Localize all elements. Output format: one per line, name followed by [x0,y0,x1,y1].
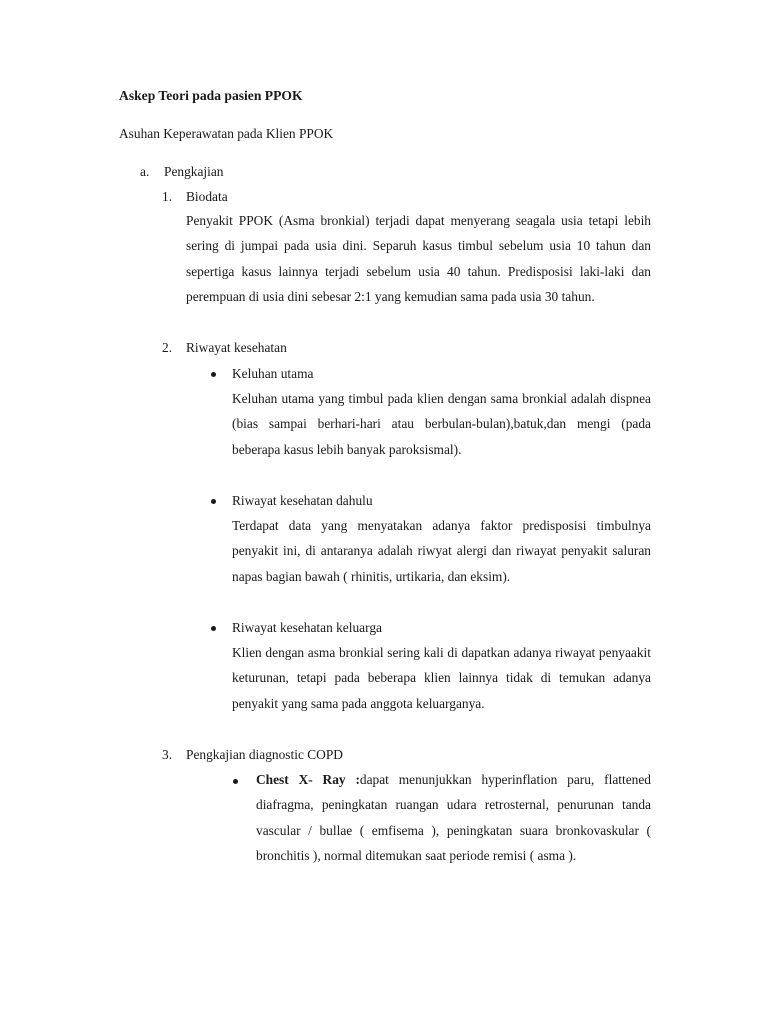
chest-xray-label: Chest X- Ray : [256,772,360,787]
document-title: Askep Teori pada pasien PPOK [119,88,303,103]
item-1-marker: 1. [162,189,173,204]
item-3-heading: Pengkajian diagnostic COPD [186,747,343,762]
bullet-dahulu-heading: Riwayat kesehatan dahulu [232,493,373,508]
bullet-dot [211,499,216,504]
bullet-keluhan-body: Keluhan utama yang timbul pada klien dengan sama bronkial adalah dispnea (bias sampai berhari-hari atau berbulan-bulan),batuk,dan mengi (pada beberapa kasus lebih banyak paroksismal). [232,391,651,457]
bullet-keluarga-heading: Riwayat kesehatan keluarga [232,620,382,635]
bullet-dahulu-body: Terdapat data yang menyatakan adanya faktor predisposisi timbulnya penyakit ini, di antaranya adalah riwyat alergi dan riwayat penyakit saluran napas bagian bawah ( rhinitis, urtikaria, dan eksim). [232,518,651,584]
section-a-heading: Pengkajian [164,164,224,179]
item-3-marker: 3. [162,747,173,762]
bullet-dot [211,372,216,377]
chest-xray-body: dapat menunjukkan hyperinflation paru, flattened diafragma, peningkatan ruangan udara retrosternal, penurunan tanda vascular / bullae ( emfisema ), peningkatan suara bronkovaskular ( bronchitis ), normal ditemukan saat periode remisi ( asma ). [256,772,651,864]
item-2-marker: 2. [162,340,173,355]
section-a-marker: a. [140,164,150,179]
bullet-dot [233,779,238,784]
bullet-keluarga-body: Klien dengan asma bronkial sering kali di dapatkan adanya riwayat penyaakit keturunan, tetapi pada beberapa klien lainnya tidak di temukan adanya penyakit yang sama pada anggota keluarganya. [232,645,651,711]
item-2-heading: Riwayat kesehatan [186,340,287,355]
document-subtitle: Asuhan Keperawatan pada Klien PPOK [119,126,334,141]
item-1-heading: Biodata [186,189,228,204]
bullet-chest-xray [256,767,651,869]
bullet-dot [211,626,216,631]
item-1-body: Penyakit PPOK (Asma bronkial) terjadi dapat menyerang seagala usia tetapi lebih sering di jumpai pada usia dini. Separuh kasus timbul sebelum usia 10 tahun dan sepertiga kasus lainnya terjadi sebelum usia 40 tahun. Predisposisi laki-laki dan perempuan di usia dini sebesar 2:1 yang kemudian sama pada usia 30 tahun. [186,213,651,305]
bullet-keluhan-heading: Keluhan utama [232,366,314,381]
